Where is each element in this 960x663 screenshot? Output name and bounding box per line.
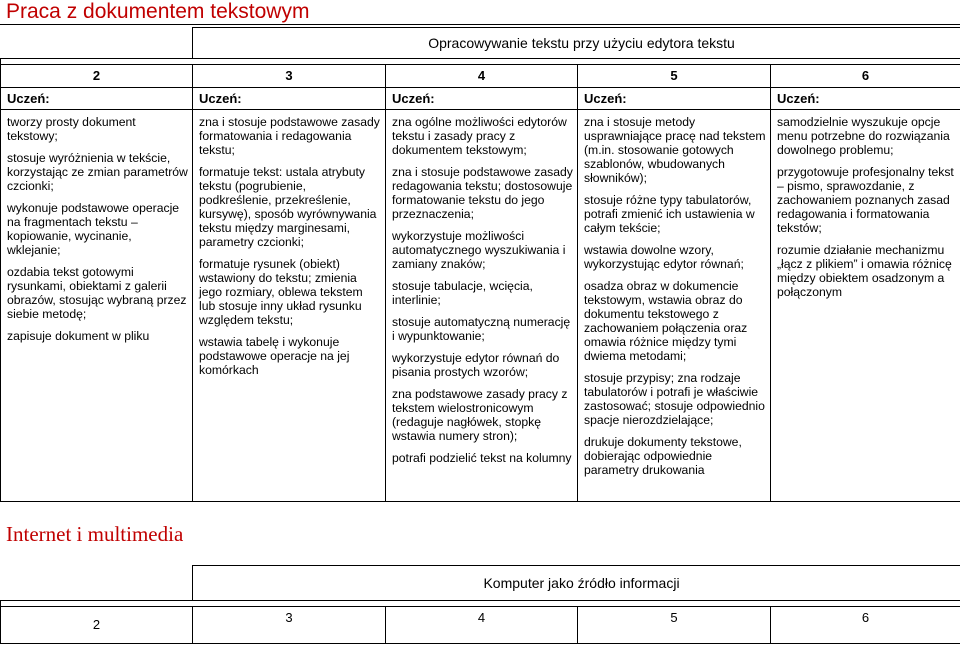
requirement-item: zna i stosuje metody usprawniające pracę nad tekstem (m.in. stosowanie gotowych szablonów, wbudowanych słowników);: [584, 115, 766, 185]
table-corner: [1, 28, 193, 59]
requirement-item: osadza obraz w dokumencie tekstowym, wstawia obraz do dokumentu tekstowego z zachowaniem połączenia oraz omawia różnice między tymi dwiema metodami;: [584, 279, 748, 363]
grade-4: 4: [386, 607, 578, 644]
requirement-item: wykonuje podstawowe operacje na fragmentach tekstu – kopiowanie, wycinanie, wklejanie;: [7, 201, 180, 257]
grade-2: 2: [1, 65, 193, 88]
requirement-item: formatuje tekst: ustala atrybuty tekstu (pogrubienie, podkreślenie, przekreślenie, kursywę), sposób wyrównywania tekstu między marginesami, parametry czcionki;: [199, 165, 377, 249]
student-label: Uczeń:: [578, 88, 771, 110]
requirements-table-1: [0, 27, 960, 502]
grade-2: 2: [1, 607, 193, 644]
grade-row: [1, 65, 960, 88]
student-label: Uczeń:: [771, 88, 960, 110]
requirement-item: wstawia tabelę i wykonuje podstawowe operacje na jej komórkach: [199, 335, 350, 377]
requirement-item: zna ogólne możliwości edytorów tekstu i zasady pracy z dokumentem tekstowym;: [392, 115, 567, 157]
grade-4-requirements: [386, 110, 578, 502]
title-underline: [0, 24, 960, 25]
student-label: Uczeń:: [193, 88, 386, 110]
requirement-item: zapisuje dokument w pliku: [7, 329, 150, 343]
student-label: Uczeń:: [386, 88, 578, 110]
requirement-item: rozumie działanie mechanizmu „łącz z plikiem” i omawia różnicę między obiektem osadzonym a połączonym: [777, 243, 952, 299]
requirement-item: zna i stosuje podstawowe zasady redagowania tekstu; dostosowuje formatowanie tekstu do jego przeznaczenia;: [392, 165, 573, 221]
requirement-item: zna i stosuje podstawowe zasady formatowania i redagowania tekstu;: [199, 115, 380, 157]
grade-5-requirements: [578, 110, 771, 502]
grade-5: 5: [578, 607, 771, 644]
requirement-item: ozdabia tekst gotowymi rysunkami, obiektami z galerii obrazów, stosując wybraną przez siebie metodę;: [7, 265, 187, 321]
grade-3-requirements: [193, 110, 386, 502]
requirements-table-2: [0, 565, 960, 644]
page-title: Praca z dokumentem tekstowym: [6, 0, 310, 23]
table-corner: [1, 566, 193, 601]
requirement-item: stosuje automatyczną numerację i wypunktowanie;: [392, 315, 571, 343]
content-row: [1, 110, 960, 502]
grade-5: 5: [578, 65, 771, 88]
grade-6: 6: [771, 65, 960, 88]
student-label: Uczeń:: [1, 88, 193, 110]
requirement-item: zna podstawowe zasady pracy z tekstem wielostronicowym (redaguje nagłówek, stopkę wstawia numery stron);: [392, 387, 568, 443]
requirement-item: stosuje wyróżnienia w tekście, korzystając ze zmian parametrów czcionki;: [7, 151, 188, 193]
requirement-item: przygotowuje profesjonalny tekst – pismo, sprawozdanie, z zachowaniem poznanych zasad redagowania i formatowania tekstów;: [777, 165, 954, 235]
grade-6: 6: [771, 607, 960, 644]
requirement-item: potrafi podzielić tekst na kolumny: [392, 451, 572, 465]
requirement-item: stosuje różne typy tabulatorów, potrafi zmienić ich ustawienia w całym tekście;: [584, 193, 755, 235]
section-subtitle: Komputer jako źródło informacji: [193, 566, 960, 601]
section-subtitle: Opracowywanie tekstu przy użyciu edytora tekstu: [193, 28, 960, 59]
requirement-item: tworzy prosty dokument tekstowy;: [7, 115, 136, 143]
requirement-item: wykorzystuje możliwości automatycznego wyszukiwania i zamiany znaków;: [392, 229, 566, 271]
grade-6-requirements: [771, 110, 960, 502]
student-label-row: [1, 88, 960, 110]
requirement-item: formatuje rysunek (obiekt) wstawiony do tekstu; zmienia jego rozmiary, oblewa tekstem lub stosuje inny układ rysunku względem tekstu;: [199, 257, 363, 327]
requirement-item: drukuje dokumenty tekstowe, dobierając odpowiednie parametry drukowania: [584, 435, 742, 477]
requirement-item: stosuje przypisy; zna rodzaje tabulatorów i potrafi je właściwie zastosować; stosuje odpowiednio spacje nierozdzielające;: [584, 371, 765, 427]
grade-3: 3: [193, 65, 386, 88]
requirement-item: wstawia dowolne wzory, wykorzystując edytor równań;: [584, 243, 744, 271]
grade-3: 3: [193, 607, 386, 644]
requirement-item: stosuje tabulacje, wcięcia, interlinie;: [392, 279, 533, 307]
requirement-item: wykorzystuje edytor równań do pisania prostych wzorów;: [392, 351, 560, 379]
grade-4: 4: [386, 65, 578, 88]
grade-row: [1, 607, 960, 644]
requirement-item: samodzielnie wyszukuje opcje menu potrzebne do rozwiązania dowolnego problemu;: [777, 115, 950, 157]
section-heading-internet: Internet i multimedia: [6, 522, 184, 546]
grade-2-requirements: [1, 110, 193, 502]
